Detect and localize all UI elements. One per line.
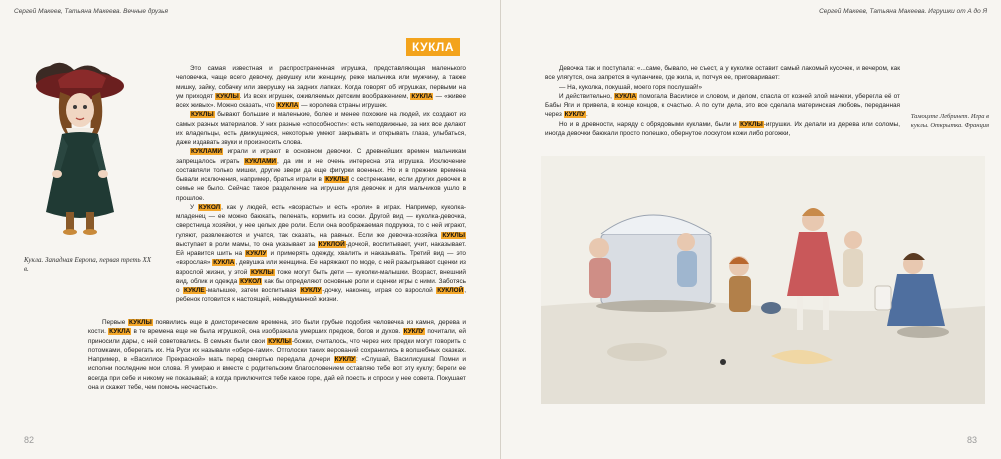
keyword-highlight: КУКЛЫ — [129, 319, 152, 326]
doll-photo — [10, 52, 170, 242]
body-text-right — [545, 64, 900, 138]
paragraph: Девочка так и поступала: «...саме, бывало, не съест, а у куколке оставит самый лакомый кусочек, и вечером, как все улягутся, она запрется в чуланчике, где жила, и, потчуя ее, приговаривает: — [545, 65, 900, 82]
keyword-highlight: КУКЛУ — [403, 328, 425, 336]
keyword-highlight: КУКЛУ — [564, 111, 585, 119]
paragraph: Но и в древности, наряду с обрядовыми куклами, были и КУКЛЫ-игрушки. Их делали из дерева или соломы, иногда девочки баюкали просто полешко, обернутое лоскутом кожи либо рогожки, — [545, 120, 900, 137]
keyword-highlight: КУКЛЫ — [216, 92, 239, 100]
keyword-highlight: КУКЛЫ — [325, 176, 348, 183]
illustration-caption: Тамоцзте Лебринет. Игра в куклы. Открытка. Франция — [910, 113, 989, 129]
chapter-title: КУКЛА — [406, 38, 460, 56]
keyword-highlight: КУКЛЫ — [442, 231, 465, 239]
keyword-highlight: КУКОЛ — [240, 277, 262, 285]
body-text-left-lower — [88, 318, 466, 392]
toy-drum — [761, 302, 781, 314]
keyword-highlight: КУКЛЫ — [268, 337, 291, 345]
photo-caption: Кукла. Западная Европа, первая треть XX в. — [24, 256, 152, 273]
paragraph: И действительно, КУКЛА помогала Василисе и словом, и делом, спасла от козней злой мачехи, уберегла её от Бабы Яги и привела, в конце концов, к счастью. А по сути дела, это все сделала материнская любовь, переданная через КУКЛУ. — [545, 92, 900, 119]
keyword-highlight: КУКЛУ — [246, 250, 267, 257]
paragraph: Первые КУКЛЫ появились еще в доисторические времена, это были грубые подобия человечка из камня, дерева и кости. КУКЛА в те времена еще не была игрушкой, она изображала умерших предков, богов и духов. КУКЛУ почитали, ей приносили дары, с ней советовались. В семьях были свои КУКЛЫ-божки, считалось, что через них предки могут говорить с потомками, оберегать их. На Руси их называли «обере-гами». Отголоски таких верований сохранились в волшебных сказках. Например, в «Василисе Прекрасной» мать перед смертью передала дочери КУКЛУ: «Слушай, Василисушка! Помни и исполни последние мои слова. Я умираю и вместе с родительским благословением оставляю тебе вот эту куклу; береги ее всегда при себе и никому не показывай; а когда приключится тебе какое горе, дай ей поесть и спроси у нее совета. Покушает она и скажет тебе, чем помочь несчастью». — [88, 319, 466, 391]
keyword-highlight: КУКЛЫ — [740, 120, 763, 128]
keyword-highlight: КУКЛЫ — [191, 111, 214, 119]
page-number-right: 83 — [966, 435, 977, 445]
running-head-right: Сергей Макеев, Татьяна Макеева. Игрушки от А до Я — [819, 8, 987, 15]
page-number-left: 82 — [24, 435, 35, 445]
body-text-left-main — [176, 64, 466, 305]
paragraph: У КУКОЛ, как у людей, есть «возрасты» и есть «роли» в играх. Например, куколка-младенец — ее можно баюкать, пеленать, кормить из соски. Другой вид — куколка-девочка, сверстница хозяйки, у нее целых две роли. Если она воображаемая подружка, то с ней играют, гуляют, развлекаются и учатся, так сказать, на равных. Если же девочка-хозяйка КУКЛЫ выступает в роли мамы, то она указывает за КУКЛОЙ-дочкой, воспитывает, учит, наказывает. Ей нравится шить на КУКЛУ и примерять одежду, хвалить и наказывать. Третий вид — это «взрослая» КУКЛА, девушка или женщина. Ее наряжают по моде, с ней разыгрывают сценки из взрослой жизни, у этой КУКЛЫ тоже могут быть дети — куколки-малышки. Возраст, внешний вид, облик и одежда КУКОЛ как бы определяют основные роли и сценки игры с ними. Заботясь о КУКЛЕ-малышке, затем воспитывая КУКЛУ-дочку, наконец, играя со взрослой КУКЛОЙ, ребенок готовится к настоящей, невыдуманной жизни. — [176, 203, 467, 304]
keyword-highlight: КУКЛАМИ — [245, 157, 276, 165]
keyword-highlight: КУКЛЫ — [250, 268, 274, 276]
paragraph: КУКЛАМИ играли и играют в основном девочки. С древнейших времен мальчикам запрещалось играть КУКЛАМИ, да им и не очень интересна эта игрушка. Исключение составляли только мишки, другие звери да еще фигурки военных. Но и в прежние времена бывали исключения, например, братья играли в КУКЛЫ с сестренками, если других девочек в семье не было. Сейчас такое разделение на игрушки для девочек и для мальчиков ушло в прошлое. — [176, 148, 467, 202]
keyword-highlight: КУКЛА — [277, 102, 299, 109]
keyword-highlight: КУКЛЕ — [184, 287, 205, 294]
keyword-highlight: КУКЛОЙ — [318, 240, 345, 248]
children-playing-illustration — [541, 156, 985, 404]
paragraph: КУКЛЫ бывают большие и маленькие, более и менее похожие на людей, их создают из самых разных материалов. У них разные «способности»: есть неподвижные, за них все делают их владельцы, есть движущиеся, некоторые умеют закрывать и открывать глаза, улыбаться, даже издавать звуки и произносить слова. — [176, 111, 466, 146]
right-page — [501, 0, 1001, 459]
keyword-highlight: КУКЛА — [109, 328, 131, 336]
keyword-highlight: КУКЛА — [615, 92, 637, 100]
paragraph: Это самая известная и распространенная игрушка, представляющая маленького человечка, чаще всего девочку, девушку или женщину, реже мальчика или мужчину, а также мишку, зайку, собачку или зверушку на задних лапках. Когда говорят об игрушках, первыми на ум приходят КУКЛЫ. Из всех игрушек, оживляемых детским воображением, КУКЛА — «живее всех живых». Можно сказать, что КУКЛА — королева страны игрушек. — [176, 65, 466, 109]
keyword-highlight: КУКЛУ — [334, 356, 356, 363]
running-head-left: Сергей Макеев, Татьяна Макеева. Вечные друзья — [14, 8, 169, 15]
doll-face — [66, 93, 94, 127]
keyword-highlight: КУКЛАМИ — [191, 148, 222, 156]
paragraph: — На, куколка, покушай, моего горя послушай!» — [559, 83, 703, 91]
keyword-highlight: КУКЛА — [213, 259, 235, 267]
keyword-highlight: КУКЛА — [411, 92, 433, 100]
keyword-highlight: КУКОЛ — [198, 203, 221, 211]
keyword-highlight: КУКЛУ — [300, 287, 322, 294]
keyword-highlight: КУКЛОЙ — [437, 287, 464, 294]
